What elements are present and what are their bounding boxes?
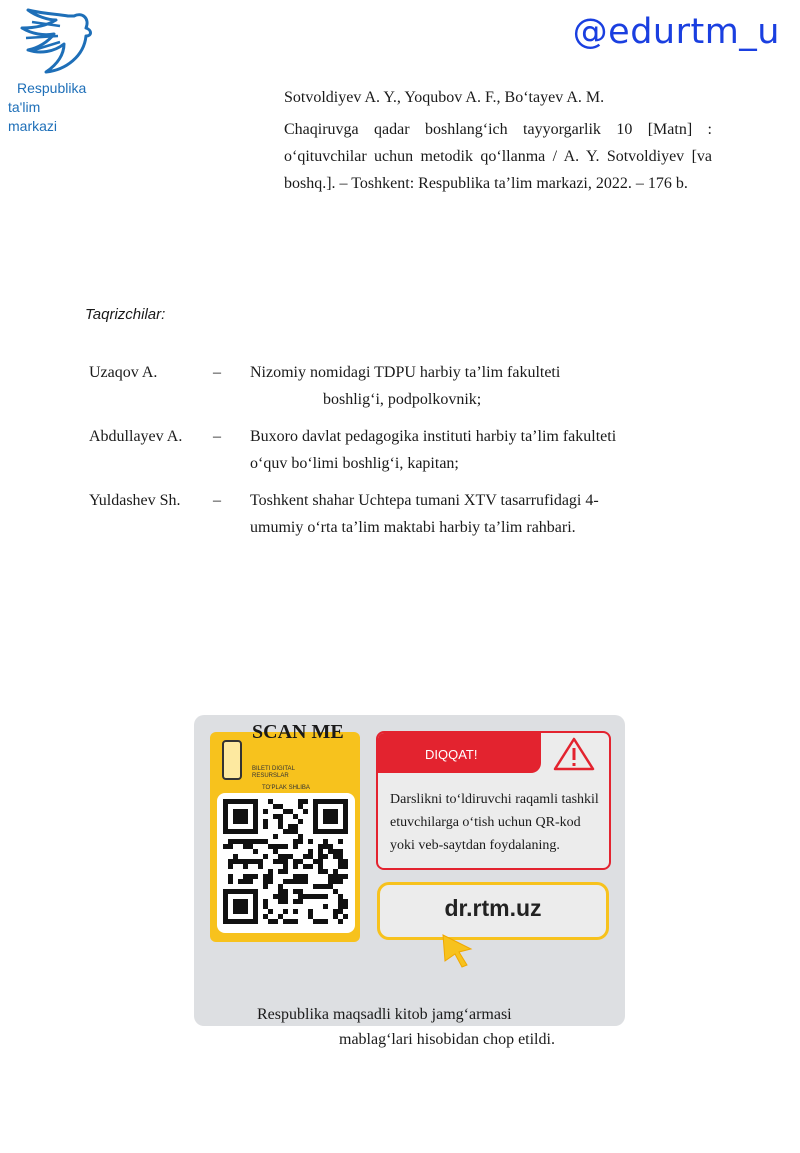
warning-icon	[552, 736, 596, 772]
footer-line-1: Respublika maqsadli kitob jamg‘armasi	[257, 1006, 512, 1023]
scan-caption-2: TO‘PLAK SHLIBA	[262, 785, 310, 791]
reviewers-heading: Taqrizchilar:	[85, 306, 166, 323]
reviewer-desc-line-1: Nizomiy nomidagi TDPU harbiy ta’lim fakulteti	[250, 364, 561, 381]
reviewer-dash: –	[213, 428, 221, 445]
alert-label: DIQQAT!	[425, 747, 478, 762]
scan-me-title: SCAN ME	[252, 721, 344, 743]
logo-text-line-1: Respublika	[17, 80, 87, 96]
qr-code-frame[interactable]	[217, 793, 355, 933]
dove-logo-icon	[14, 8, 94, 78]
reviewer-desc-line-1: Toshkent shahar Uchtepa tumani XTV tasarrufidagi 4-	[250, 492, 599, 509]
reviewer-desc-line-2: boshlig‘i, podpolkovnik;	[323, 391, 482, 408]
reviewer-dash: –	[213, 492, 221, 509]
reviewer-name: Uzaqov A.	[89, 364, 158, 381]
cursor-icon	[441, 933, 475, 969]
channel-handle: @edurtm_u	[572, 12, 780, 52]
reviewer-name: Yuldashev Sh.	[89, 492, 181, 509]
logo-text-line-2: ta'lim	[8, 99, 41, 115]
bib-authors: Sotvoldiyev A. Y., Yoqubov A. F., Bo‘tayev A. M.	[284, 89, 605, 106]
reviewer-dash: –	[213, 364, 221, 381]
alert-text: Darslikni to‘ldiruvchi raqamli tashkil etuvchilarga o‘tish uchun QR-kod yoki veb-saytdan foydalaning.	[390, 792, 599, 853]
reviewer-desc-line-2: umumiy o‘rta ta’lim maktabi harbiy ta’lim rahbari.	[250, 519, 576, 536]
reviewer-desc-line-2: o‘quv bo‘limi boshlig‘i, kapitan;	[250, 455, 459, 472]
logo-text-line-3: markazi	[8, 118, 58, 134]
reviewer-desc-line-1: Buxoro davlat pedagogika instituti harbiy ta’lim fakulteti	[250, 428, 617, 445]
scan-caption: BILETI DIGITAL RESURSLAR	[252, 766, 295, 779]
reviewer-name: Abdullayev A.	[89, 428, 183, 445]
phone-icon	[222, 740, 242, 780]
website-link[interactable]: dr.rtm.uz	[444, 895, 542, 921]
bib-description: Chaqiruvga qadar boshlang‘ich tayyorgarlik 10 [Matn] : o‘qituvchilar uchun metodik qo‘llanma / A. Y. Sotvoldiyev [va boshq.]. – Toshkent: Respublika ta’lim markazi, 2022. – 176 b.	[284, 121, 712, 192]
footer-line-2: mablag‘lari hisobidan chop etildi.	[339, 1031, 555, 1048]
qr-code-icon[interactable]	[217, 793, 355, 933]
